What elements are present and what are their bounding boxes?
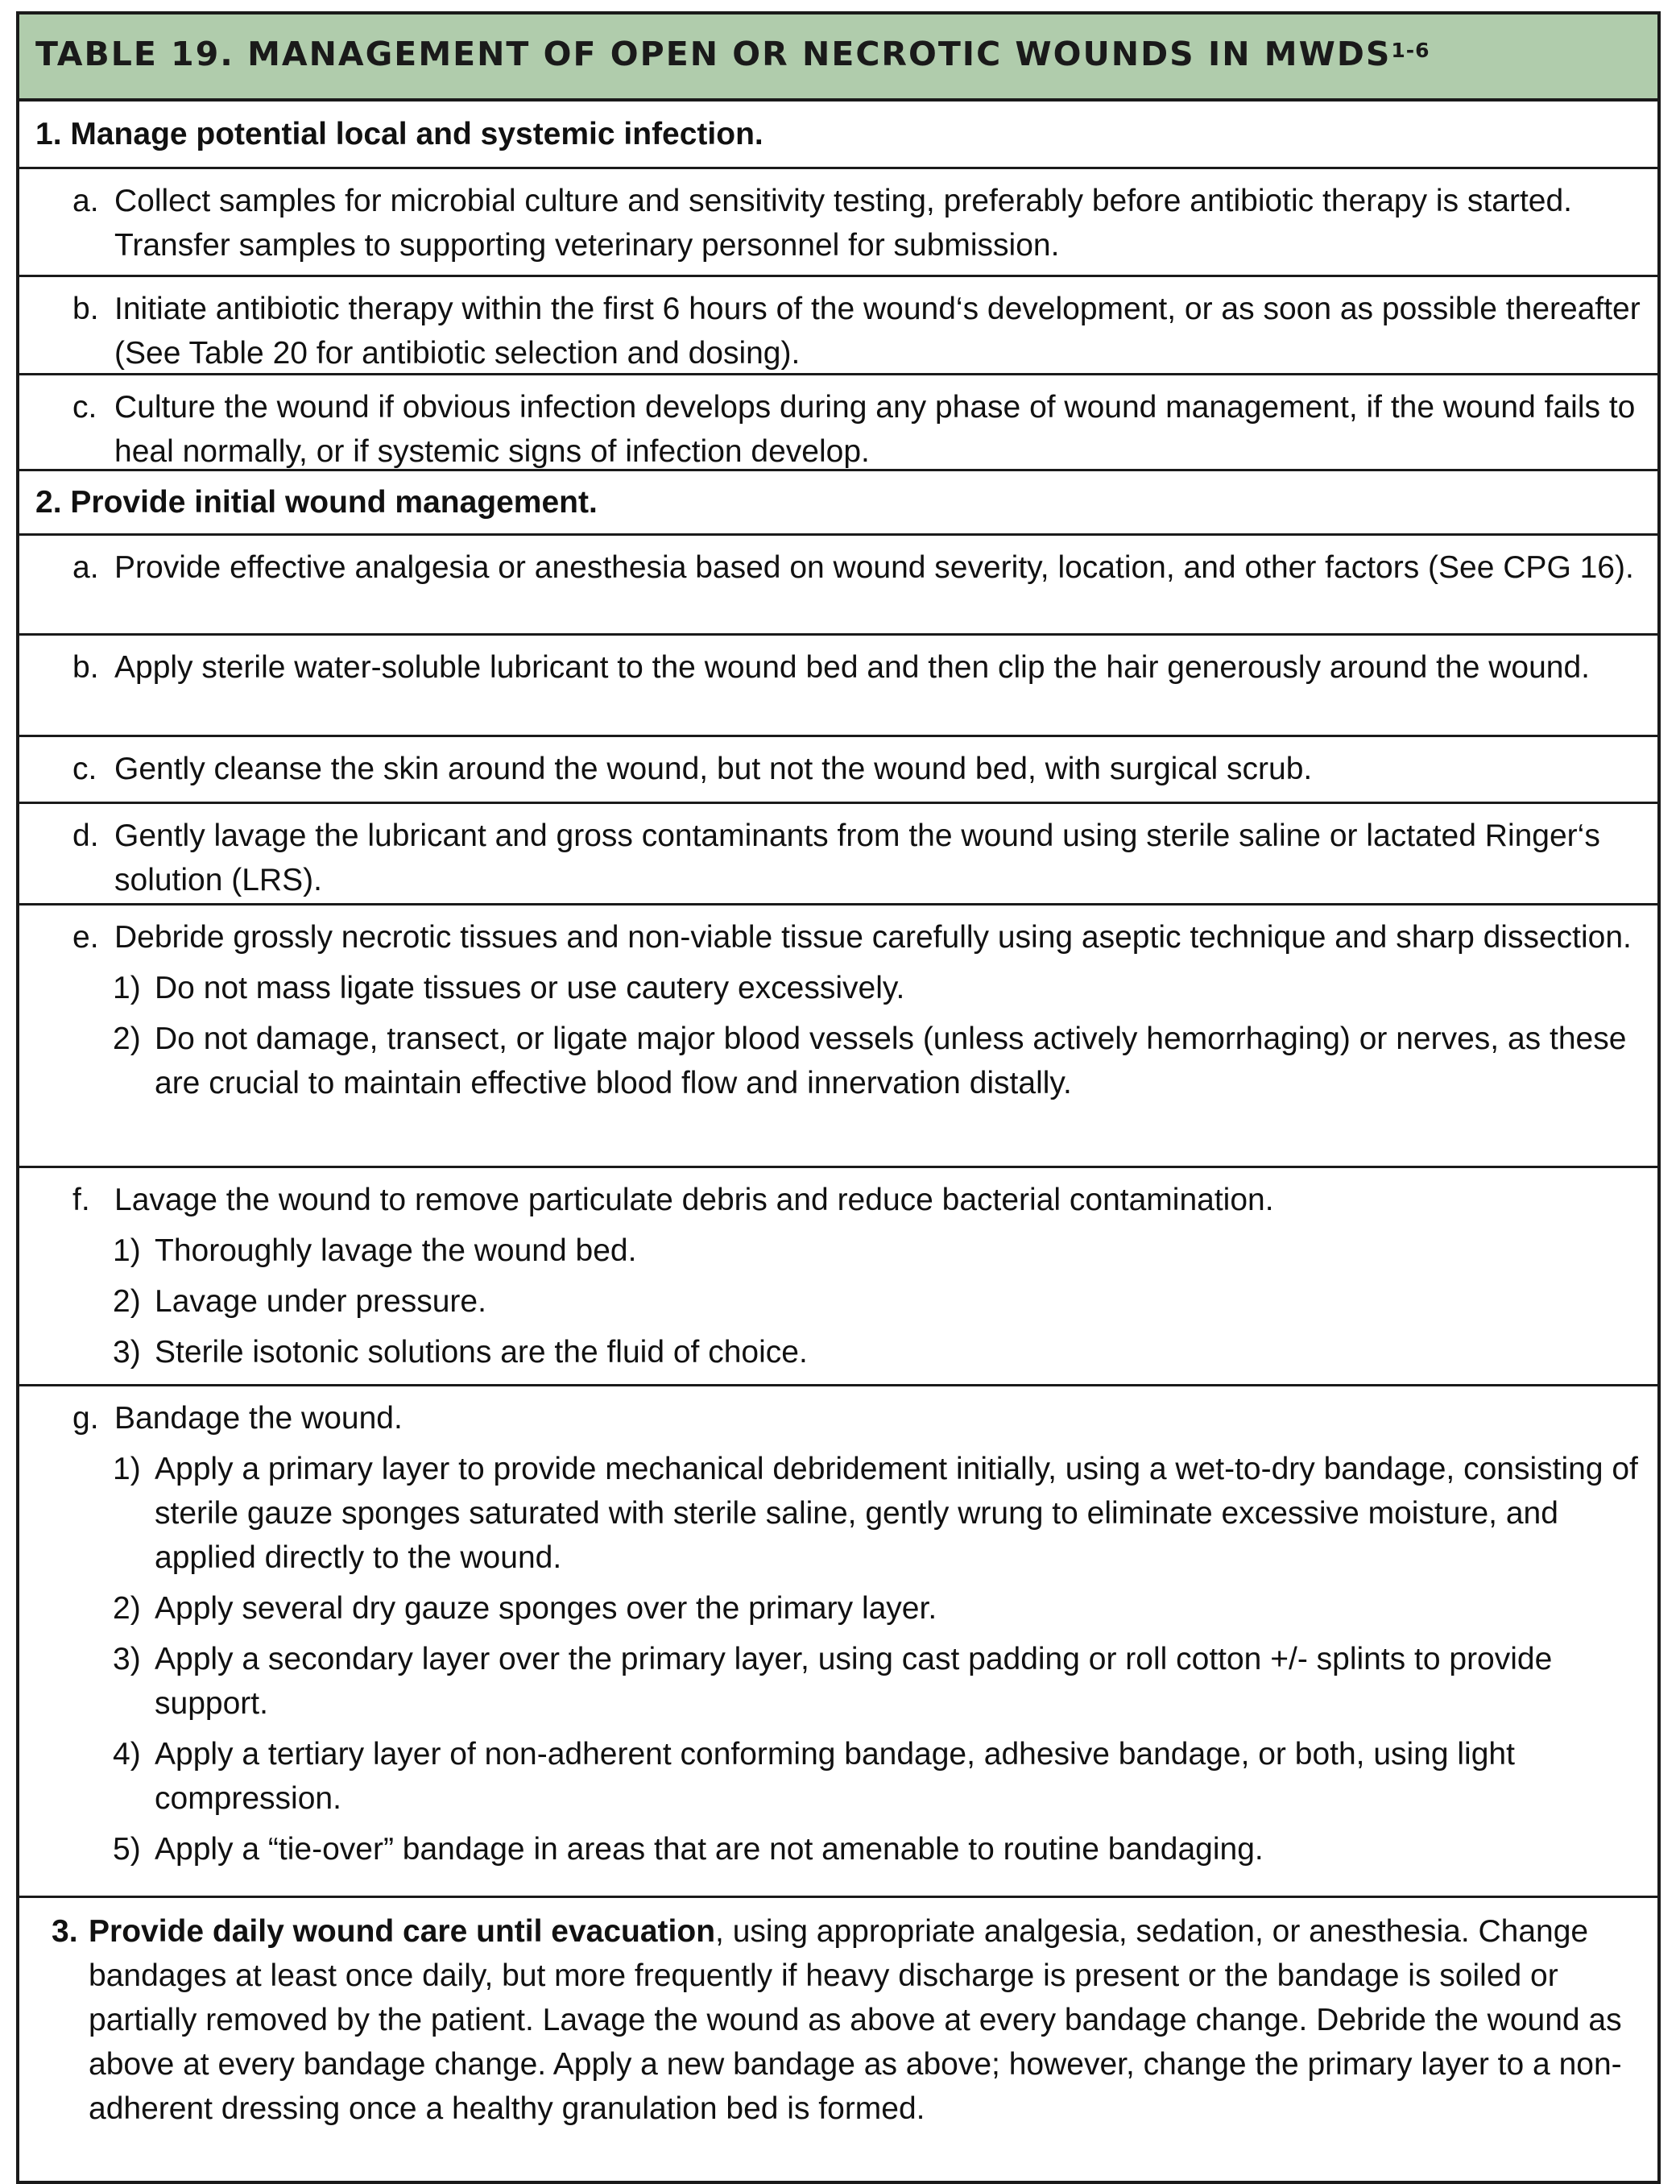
item-text: Provide effective analgesia or anesthesia based on wound severity, location, and other factors (See CPG 16). — [114, 550, 1634, 585]
wound-management-table — [16, 11, 1661, 2184]
sub-item — [72, 1017, 1657, 1105]
sub-item — [72, 1637, 1657, 1726]
sub-item-label: 3) — [113, 1642, 141, 1676]
sub-item-text: Sterile isotonic solutions are the fluid of choice. — [155, 1335, 808, 1370]
section-2-item-e — [19, 903, 1657, 1166]
table-header — [19, 15, 1657, 102]
item-label: b. — [72, 292, 99, 326]
section-heading-text: Provide daily wound care until evacuation — [89, 1914, 716, 1949]
sub-item-label: 4) — [113, 1737, 141, 1772]
sub-item-label: 5) — [113, 1832, 141, 1867]
sub-item — [72, 1447, 1657, 1580]
section-1-item-c — [19, 373, 1657, 469]
section-number: 2. — [35, 485, 62, 520]
sub-item — [72, 1827, 1657, 1871]
sub-item-text: Do not mass ligate tissues or use cautery excessively. — [155, 971, 905, 1005]
section-2-item-a — [19, 533, 1657, 633]
sub-item-label: 3) — [113, 1335, 141, 1370]
title-reference: 1-6 — [1391, 39, 1430, 62]
section-2-item-g — [19, 1384, 1657, 1896]
table-title-text: TABLE 19. MANAGEMENT OF OPEN OR NECROTIC WOUNDS IN MWDS — [35, 35, 1392, 73]
item-text: Debride grossly necrotic tissues and non-viable tissue carefully using aseptic technique and sharp dissection. — [114, 920, 1632, 955]
table-title — [35, 32, 1430, 81]
sub-item-text: Apply several dry gauze sponges over the primary layer. — [155, 1591, 937, 1626]
item-label: a. — [72, 550, 99, 585]
item-label: c. — [72, 390, 97, 425]
sub-item — [72, 1732, 1657, 1821]
item-label: g. — [72, 1401, 99, 1436]
section-heading-text: Provide initial wound management. — [70, 485, 598, 520]
item-text: Lavage the wound to remove particulate debris and reduce bacterial contamination. — [114, 1183, 1274, 1217]
sub-item-text: Apply a primary layer to provide mechanical debridement initially, using a wet-to-dry bandage, consisting of sterile gauze sponges saturated with sterile saline, gently wrung to eliminate excessive moisture, and applied directly to the wound. — [155, 1452, 1638, 1575]
item-text: Gently lavage the lubricant and gross contaminants from the wound using sterile saline or lactated Ringer‘s solution (LRS). — [114, 818, 1600, 897]
item-label: c. — [72, 752, 97, 786]
item-label: b. — [72, 650, 99, 685]
sub-item-text: Do not damage, transect, or ligate major blood vessels (unless actively hemorrhaging) or nerves, as these are crucial to maintain effective blood flow and innervation distally. — [155, 1022, 1627, 1100]
item-text: Culture the wound if obvious infection develops during any phase of wound management, if the wound fails to heal normally, or if systemic signs of infection develop. — [114, 390, 1636, 469]
item-label: e. — [72, 920, 99, 955]
section-2-item-d — [19, 802, 1657, 903]
sub-item — [72, 1586, 1657, 1631]
section-1-item-a — [19, 167, 1657, 275]
item-text: Gently cleanse the skin around the wound, but not the wound bed, with surgical scrub. — [114, 752, 1313, 786]
item-text: Apply sterile water-soluble lubricant to the wound bed and then clip the hair generously around the wound. — [114, 650, 1590, 685]
sub-item-text: Apply a “tie-over” bandage in areas that are not amenable to routine bandaging. — [155, 1832, 1264, 1867]
section-heading-text: Manage potential local and systemic infection. — [70, 117, 763, 151]
sub-item — [72, 1229, 1657, 1273]
sub-item-label: 2) — [113, 1284, 141, 1319]
sub-item-text: Thoroughly lavage the wound bed. — [155, 1233, 637, 1268]
section-number: 3. — [52, 1914, 78, 1949]
section-2-item-c — [19, 735, 1657, 802]
item-label: d. — [72, 818, 99, 853]
section-body-text: , using appropriate analgesia, sedation, or anesthesia. Change bandages at least once daily, but more frequently if heavy discharge is present or the bandage is soiled or partially removed by the patient. Lavage the wound as above at every bandage change. Debride the wound as above at every bandage change. Apply a new bandage as above; however, change the primary layer to a non-adherent dressing once a healthy granulation bed is formed. — [89, 1914, 1622, 2126]
section-number: 1. — [35, 117, 62, 151]
section-1-item-b — [19, 275, 1657, 373]
item-label: a. — [72, 184, 99, 218]
sub-item — [72, 1279, 1657, 1324]
sub-item-text: Apply a secondary layer over the primary layer, using cast padding or roll cotton +/- splints to provide support. — [155, 1642, 1553, 1721]
section-2-item-b — [19, 633, 1657, 735]
sub-item-label: 2) — [113, 1022, 141, 1056]
item-text: Bandage the wound. — [114, 1401, 403, 1436]
sub-item — [72, 966, 1657, 1010]
sub-item-label: 1) — [113, 1233, 141, 1268]
sub-item — [72, 1330, 1657, 1374]
section-3 — [19, 1896, 1657, 2181]
section-2-item-f — [19, 1166, 1657, 1384]
item-label: f. — [72, 1183, 90, 1217]
sub-item-label: 1) — [113, 971, 141, 1005]
sub-item-label: 2) — [113, 1591, 141, 1626]
section-2-heading — [19, 469, 1657, 533]
sub-item-text: Lavage under pressure. — [155, 1284, 486, 1319]
section-1-heading — [19, 102, 1657, 167]
item-text: Collect samples for microbial culture and sensitivity testing, preferably before antibiotic therapy is started. Transfer samples to supporting veterinary personnel for submission. — [114, 184, 1572, 263]
sub-item-label: 1) — [113, 1452, 141, 1486]
sub-item-text: Apply a tertiary layer of non-adherent conforming bandage, adhesive bandage, or both, using light compression. — [155, 1737, 1515, 1816]
item-text: Initiate antibiotic therapy within the first 6 hours of the wound‘s development, or as soon as possible thereafter (See Table 20 for antibiotic selection and dosing). — [114, 292, 1641, 371]
